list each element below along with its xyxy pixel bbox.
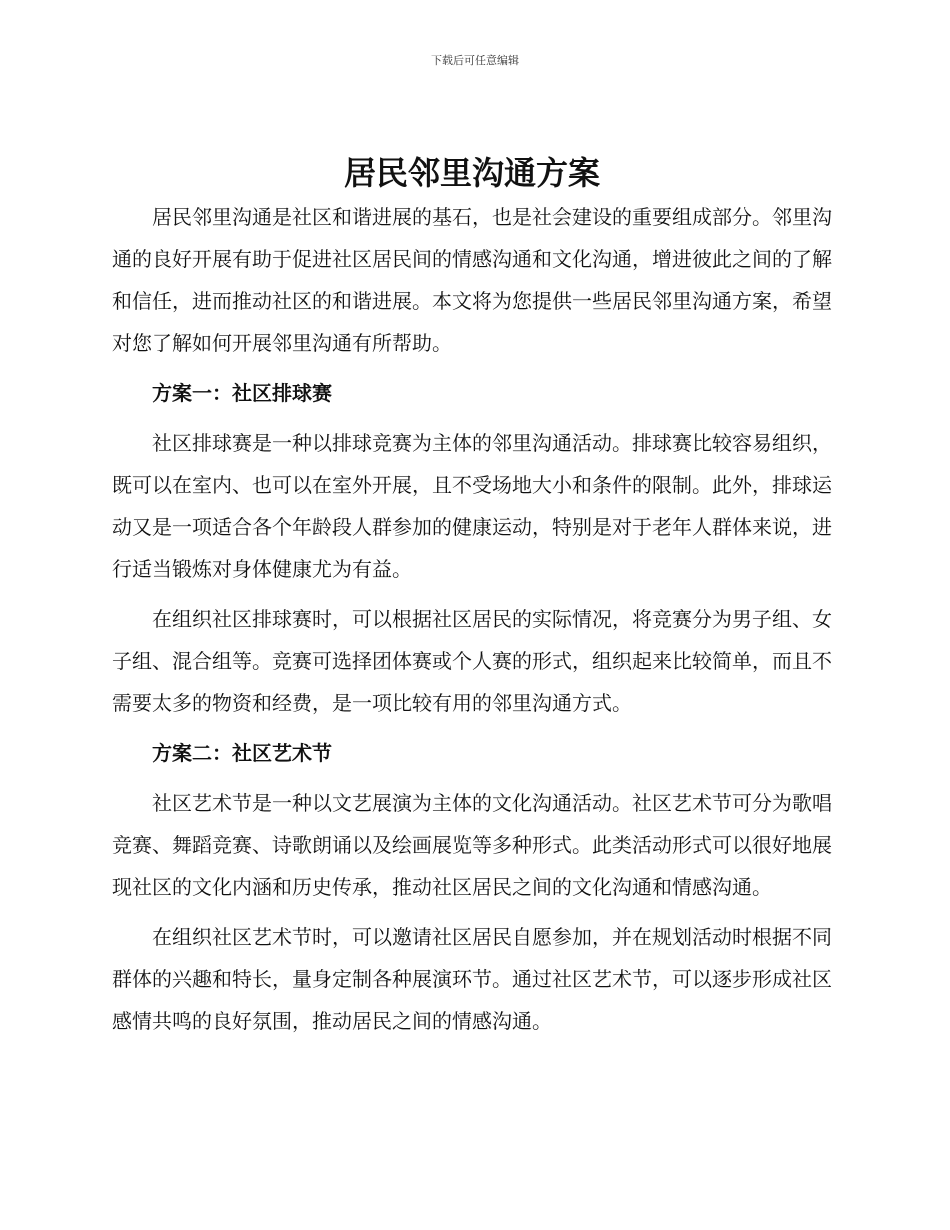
page-header-note: 下载后可任意编辑 xyxy=(431,54,519,67)
section-1-paragraph-2: 在组织社区排球赛时，可以根据社区居民的实际情况，将竞赛分为男子组、女子组、混合组等。竞赛可选择团体赛或个人赛的形式，组织起来比较简单，而且不需要太多的物资和经费，是一项比较有用的邻里沟通方式。 xyxy=(112,607,832,715)
section-2-paragraph-1: 社区艺术节是一种以文艺展演为主体的文化沟通活动。社区艺术节可分为歌唱竞赛、舞蹈竞赛、诗歌朗诵以及绘画展览等多种形式。此类活动形式可以很好地展现社区的文化内涵和历史传承，推动社区居民之间的文化沟通和情感沟通。 xyxy=(112,791,832,899)
section-2-paragraph-2: 在组织社区艺术节时，可以邀请社区居民自愿参加，并在规划活动时根据不同群体的兴趣和特长，量身定制各种展演环节。通过社区艺术节，可以逐步形成社区感情共鸣的良好氛围，推动居民之间的情感沟通。 xyxy=(112,925,832,1033)
document-body xyxy=(112,150,832,1042)
section-1-paragraph-1: 社区排球赛是一种以排球竞赛为主体的邻里沟通活动。排球赛比较容易组织，既可以在室内、也可以在室外开展，且不受场地大小和条件的限制。此外，排球运动又是一项适合各个年龄段人群参加的健康运动，特别是对于老年人群体来说，进行适当锻炼对身体健康尤为有益。 xyxy=(112,431,832,581)
document-title: 居民邻里沟通方案 xyxy=(343,154,600,192)
section-heading-1: 方案一：社区排球赛 xyxy=(152,381,332,405)
section-heading-2: 方案二：社区艺术节 xyxy=(152,741,332,765)
intro-paragraph: 居民邻里沟通是社区和谐进展的基石，也是社会建设的重要组成部分。邻里沟通的良好开展有助于促进社区居民间的情感沟通和文化沟通，增进彼此之间的了解和信任，进而推动社区的和谐进展。本文将为您提供一些居民邻里沟通方案，希望对您了解如何开展邻里沟通有所帮助。 xyxy=(112,205,832,355)
